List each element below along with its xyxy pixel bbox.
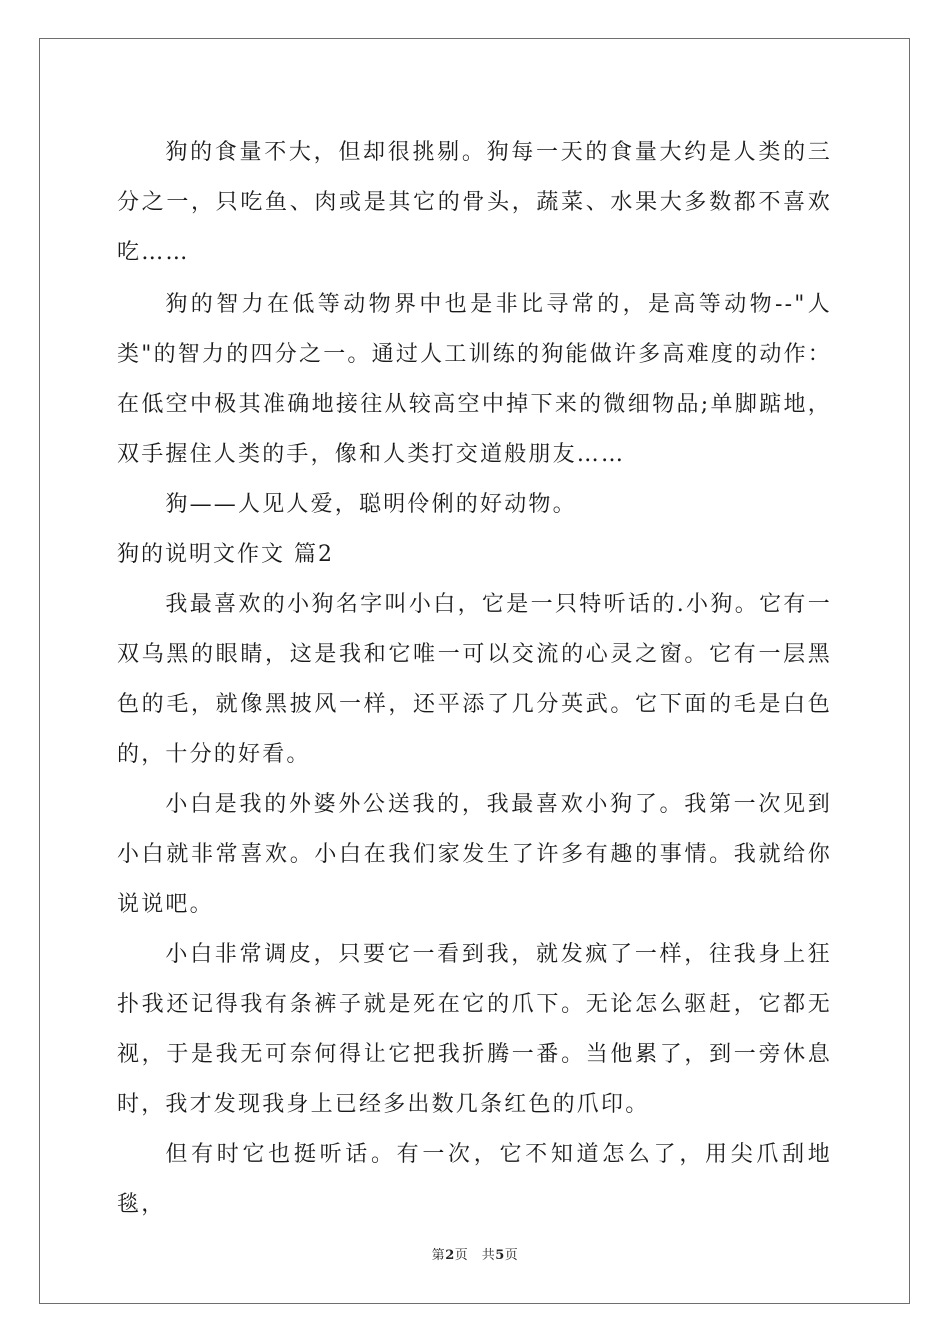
paragraph-xiaobai-naughty: 小白非常调皮，只要它一看到我，就发疯了一样，往我身上狂扑我还记得我有条裤子就是死在它的爪下。无论怎么驱赶，它都无视，于是我无可奈何得让它把我折腾一番。当他累了，到一旁休息时，我才发现我身上已经多出数几条红色的爪印。 [117,942,832,1117]
paragraph-xiaobai-obedient: 但有时它也挺听话。有一次，它不知道怎么了，用尖爪刮地毯， [117,1142,832,1217]
paragraph-xiaobai-intro: 我最喜欢的小狗名字叫小白，它是一只特听话的.小狗。它有一双乌黑的眼睛，这是我和它唯一可以交流的心灵之窗。它有一层黑色的毛，就像黑披风一样，还平添了几分英武。它下面的毛是白色的，十分的好看。 [117,592,832,767]
paragraph-dog-diet: 狗的食量不大，但却很挑剔。狗每一天的食量大约是人类的三分之一，只吃鱼、肉或是其它的骨头，蔬菜、水果大多数都不喜欢吃…… [117,140,832,265]
footer-middle: 页 共 [454,1248,496,1263]
document-body [117,128,832,1230]
footer-prefix: 第 [431,1248,446,1263]
section-title: 狗的说明文作文 篇2 [117,542,334,567]
footer-suffix: 页 [504,1248,519,1263]
paragraph-dog-summary: 狗——人见人爱，聪明伶俐的好动物。 [165,492,577,517]
page-footer [0,1244,950,1263]
paragraph-dog-intelligence: 狗的智力在低等动物界中也是非比寻常的，是高等动物--"人类"的智力的四分之一。通过人工训练的狗能做许多高难度的动作：在低空中极其准确地接往从较高空中掉下来的微细物品;单脚踮地，双手握住人类的手，像和人类打交道般朋友…… [117,292,832,467]
paragraph-xiaobai-gift: 小白是我的外婆外公送我的，我最喜欢小狗了。我第一次见到小白就非常喜欢。小白在我们家发生了许多有趣的事情。我就给你说说吧。 [117,792,832,917]
total-page-number: 5 [495,1248,505,1263]
current-page-number: 2 [445,1248,455,1263]
